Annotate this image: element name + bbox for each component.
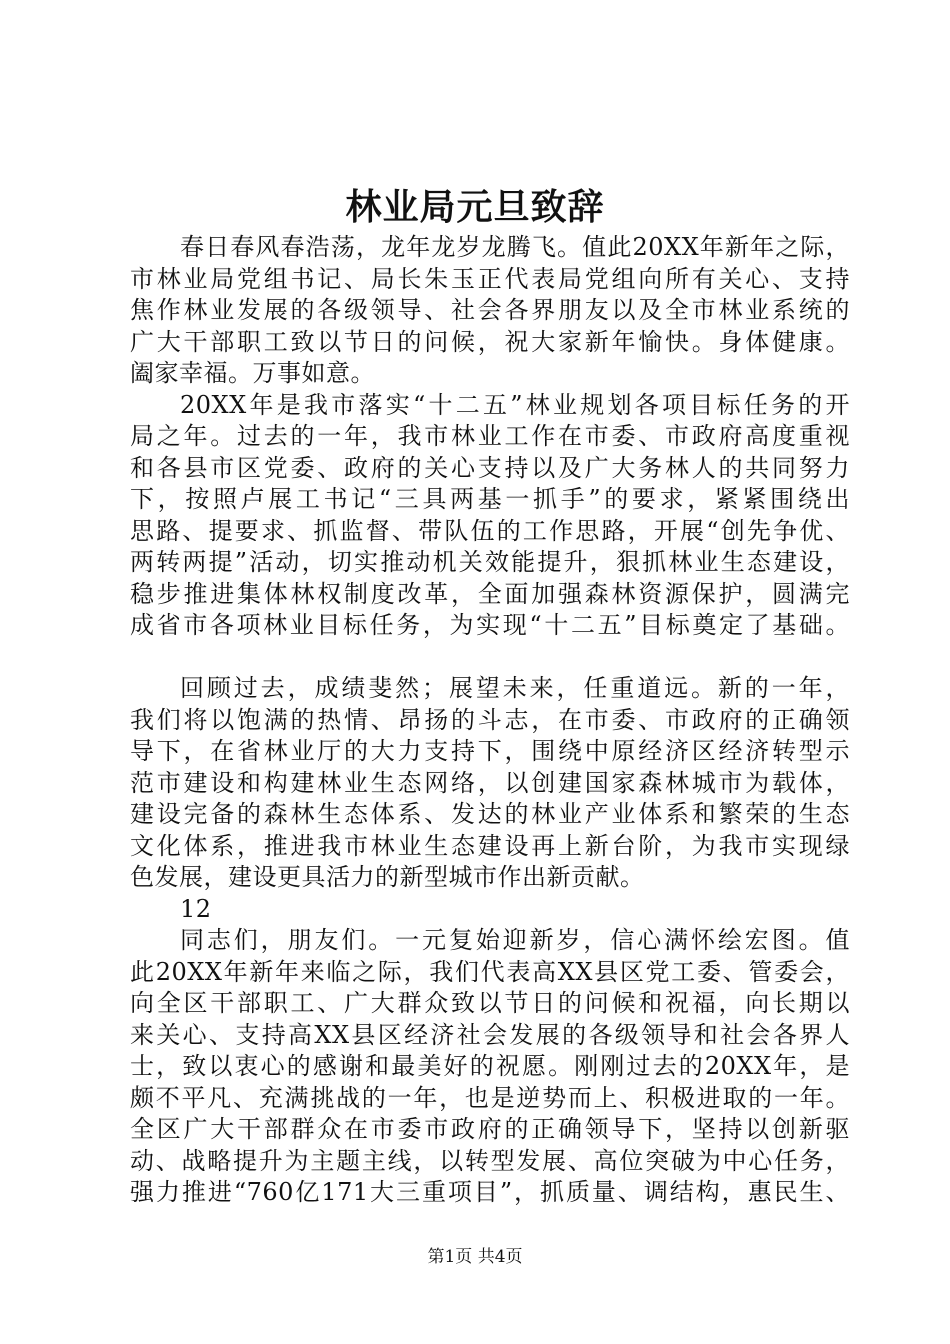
text-line: 两转两提”活动，切实推动机关效能提升，狠抓林业生态建设， (130, 548, 850, 576)
text-line: 强力推进“760亿171大三重项目”，抓质量、调结构，惠民生、 (130, 1178, 850, 1206)
paragraph (130, 894, 850, 926)
text-line: 焦作林业发展的各级领导、社会各界朋友以及全市林业系统的 (130, 296, 850, 324)
text-line: 士，致以衷心的感谢和最美好的祝愿。刚刚过去的20XX年，是 (130, 1052, 850, 1080)
text-line: 回顾过去，成绩斐然；展望未来，任重道远。新的一年， (180, 674, 850, 702)
text-line: 和各县市区党委、政府的关心支持以及广大务林人的共同努力 (130, 453, 850, 482)
text-line: 此20XX年新年来临之际，我们代表高XX县区党工委、管委会， (130, 957, 850, 986)
text-line: 市林业局党组书记、局长朱玉正代表局党组向所有关心、支持 (130, 264, 850, 293)
document-title: 林业局元旦致辞 (345, 186, 605, 228)
text-line: 我们将以饱满的热情、昂扬的斗志，在市委、市政府的正确领 (130, 705, 850, 734)
text-line: 色发展，建设更具活力的新型城市作出新贡献。 (130, 863, 645, 891)
text-line: 导下，在省林业厅的大力支持下，围绕中原经济区经济转型示 (130, 737, 850, 765)
paragraph (130, 925, 850, 1209)
text-line: 建设完备的森林生态体系、发达的林业产业体系和繁荣的生态 (130, 800, 850, 828)
text-line: 成省市各项林业目标任务，为实现“十二五”目标奠定了基础。 (130, 611, 850, 639)
paragraph (130, 390, 850, 642)
text-line: 来关心、支持高XX县区经济社会发展的各级领导和社会各界人 (130, 1020, 850, 1049)
text-line: 20XX年是我市落实“十二五”林业规划各项目标任务的开 (180, 390, 850, 419)
text-line: 阖家幸福。万事如意。 (130, 359, 375, 387)
document-body (130, 232, 850, 1209)
text-line: 向全区干部职工、广大群众致以节日的问候和祝福，向长期以 (130, 989, 850, 1017)
text-line: 颇不平凡、充满挑战的一年，也是逆势而上、积极进取的一年。 (130, 1083, 850, 1112)
page-number-footer: 第1页 共4页 (427, 1247, 523, 1267)
text-line: 动、战略提升为主题主线，以转型发展、高位突破为中心任务， (130, 1146, 850, 1175)
text-line: 局之年。过去的一年，我市林业工作在市委、市政府高度重视 (130, 422, 850, 450)
text-line: 稳步推进集体林权制度改革，全面加强森林资源保护，圆满完 (130, 579, 850, 608)
paragraph-gap (130, 642, 850, 674)
text-line: 广大干部职工致以节日的问候，祝大家新年愉快。身体健康。 (130, 327, 850, 356)
text-line: 文化体系，推进我市林业生态建设再上新台阶，为我市实现绿 (130, 831, 850, 860)
text-line: 下，按照卢展工书记“三具两基一抓手”的要求，紧紧围绕出 (130, 485, 850, 513)
text-line: 同志们，朋友们。一元复始迎新岁，信心满怀绘宏图。值 (180, 926, 850, 954)
text-line: 春日春风春浩荡，龙年龙岁龙腾飞。值此20XX年新年之际， (180, 233, 850, 261)
text-line: 思路、提要求、抓监督、带队伍的工作思路，开展“创先争优、 (130, 516, 850, 545)
paragraph (130, 673, 850, 894)
text-line: 全区广大干部群众在市委市政府的正确领导下，坚持以创新驱 (130, 1115, 850, 1143)
text-line: 12 (180, 894, 212, 923)
paragraph (130, 232, 850, 390)
text-line: 范市建设和构建林业生态网络，以创建国家森林城市为载体， (130, 768, 850, 797)
